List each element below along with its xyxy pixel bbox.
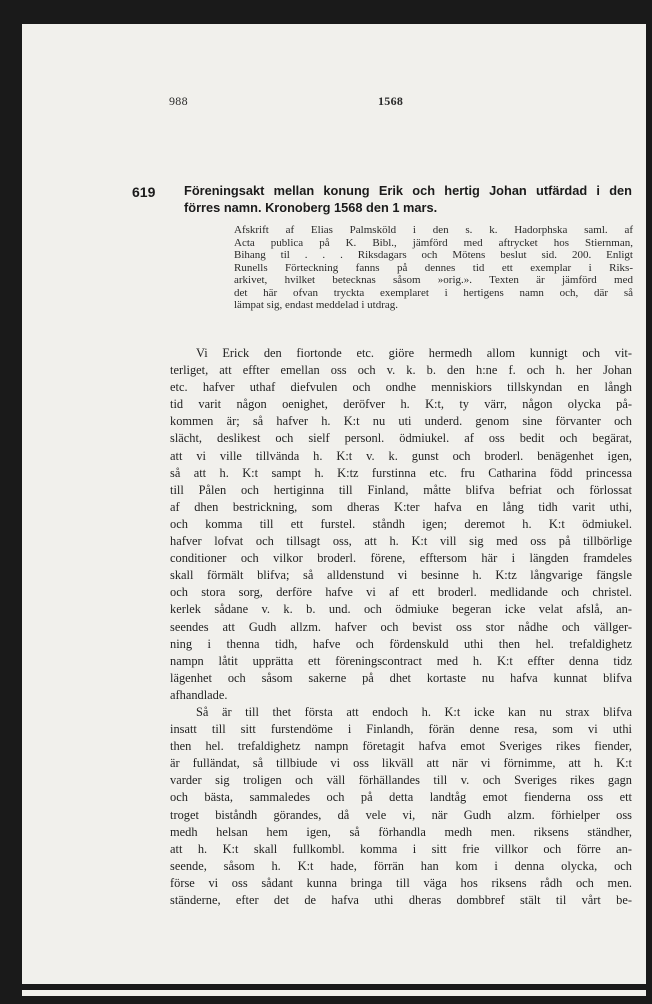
page-number: 988 — [169, 94, 188, 108]
body-line: then hel. trefaldighetz nampn företagit hafva emot Sveriges rikes fiender, — [170, 739, 632, 754]
body-line: kerlek sådane v. k. b. und. och ödmiuke begeran icke velat afslå, an- — [170, 602, 632, 617]
source-line: lämpat sig, endast meddelad i utdrag. — [234, 299, 399, 311]
source-line: Afskrift af Elias Palmsköld i den s. k. Hadorphska saml. af — [234, 224, 633, 236]
source-line: det här ofvan tryckta exemplaret i hertigens namn och, där så — [234, 286, 633, 299]
body-line: ning i thenna tidh, hafve och fördenskuld uthi then hel. trefaldighetz — [170, 636, 632, 651]
body-line: så att h. K:t sampt h. K:tz furstinna etc. fru Catharina född princessa — [170, 465, 632, 480]
document-title — [184, 182, 632, 216]
body-line: Så är till thet första att endoch h. K:t icke kan nu strax blifva — [196, 704, 632, 719]
title-line: förres namn. Kronoberg 1568 den 1 mars. — [184, 200, 438, 215]
page-edge — [22, 984, 646, 990]
body-line: hafver lofvat och tillsagt oss, att h. K:t vill sig med oss på tillbörlige — [170, 534, 632, 549]
body-line: och stora sorg, derföre hafve vi af ett broderl. medlidande och christel. — [170, 585, 632, 600]
body-line: conditioner och vilkor broderl. förene, efftersom här i längden framdeles — [170, 551, 632, 566]
body-line: etc. hafver uthaf diefvulen och ondhe menniskiors tillskyndan en långh — [170, 380, 632, 395]
body-line: är fulländat, så tillbiude vi oss likväll att när vi förnimme, att h. K:t — [170, 756, 632, 771]
body-line: Vi Erick den fiortonde etc. giöre hermedh allom kunnigt och vit- — [196, 346, 632, 360]
running-year: 1568 — [378, 94, 404, 108]
body-line: varder sig troligen och väll förhällandes till v. och Sveriges rikes gagn — [170, 773, 632, 788]
body-line: tid varit någon oenighet, deröfver h. K:t, ty värr, någon olycka på- — [170, 397, 632, 412]
body-line: kommen är; så hafver h. K:t nu uti underd. genom sine förvanter och — [170, 414, 632, 429]
document-body — [170, 345, 632, 909]
body-line: insatt till sitt furstendöme i Finlandh, förän denne resa, som vi uthi — [170, 722, 632, 737]
body-line: ständerne, efter det de hafva uthi dheras dombbref stält til vårt be- — [170, 893, 632, 907]
source-note — [234, 224, 633, 312]
source-line: arkivet, hvilket betecknas såsom »orig.». Texten är jämförd med — [234, 274, 633, 286]
body-line: terliget, att effter emellan oss och v. k. b. den h:ne f. och h. her Johan — [170, 363, 632, 378]
body-line: afhandlade. — [170, 687, 228, 702]
body-line: af dhen bestrickning, som dheras K:ter hafva en lång tidh varit uthi, — [170, 499, 632, 514]
source-line: Runells Förteckning fanns på dennes tid ett exemplar i Riks- — [234, 261, 633, 274]
document-number: 619 — [132, 184, 156, 200]
body-line: skall förmält blifva; så alldenstund vi besinne h. K:tz långvarige fängsle — [170, 568, 632, 583]
body-line: lägenhet och såsom sakerne på dhet kortaste nu hafva kunnat blifva — [170, 670, 632, 685]
body-line: och bästa, sammaledes och på detta landtåg emot fienderna oss ett — [170, 790, 632, 805]
body-line: att vi ville tillvända h. K:t v. k. gunst och broderl. benägenhet igen, — [170, 448, 632, 463]
body-line: till Pålen och hertiginna till Finland, måtte blifva befriat och förlossat — [170, 482, 632, 497]
body-line: troget biståndh görandes, då vele vi, när Gudh alzm. förhielper oss — [170, 807, 632, 822]
body-line: nampn låtit upprätta ett föreningscontract med h. K:t effter denna tidz — [170, 653, 632, 668]
body-line: och komma till ett furstel. ståndh igen; deremot h. K:t ödmiukel. — [170, 516, 632, 531]
source-line: Bihang til . . . Riksdagars och Mötens beslut sid. 200. Enligt — [234, 249, 633, 261]
body-line: förse vi oss sådant kunna bringa till väga hos riksens rådh och men. — [170, 875, 632, 890]
document-page — [22, 24, 646, 996]
body-line: seende, såsom h. K:t hade, förrän han kom i denna olycka, och — [170, 858, 632, 873]
body-line: att h. K:t skall fullkombl. komma i sitt frie villkor och förre an- — [170, 841, 632, 856]
body-line: slächt, deslikest och sielf personl. ödmiukel. af oss bedit och begärat, — [170, 431, 632, 446]
source-line: Acta publica på K. Bibl., jämförd med aftrycket hos Stiernman, — [234, 236, 633, 249]
body-line: medh helsan hem igen, så förhandla medh men. riksens ständher, — [170, 824, 632, 839]
title-line: Föreningsakt mellan konung Erik och hertig Johan utfärdad i den — [184, 183, 632, 198]
body-line: seendes att Gudh allzm. hafver och bevist oss stor nådhe och vällger- — [170, 619, 632, 634]
